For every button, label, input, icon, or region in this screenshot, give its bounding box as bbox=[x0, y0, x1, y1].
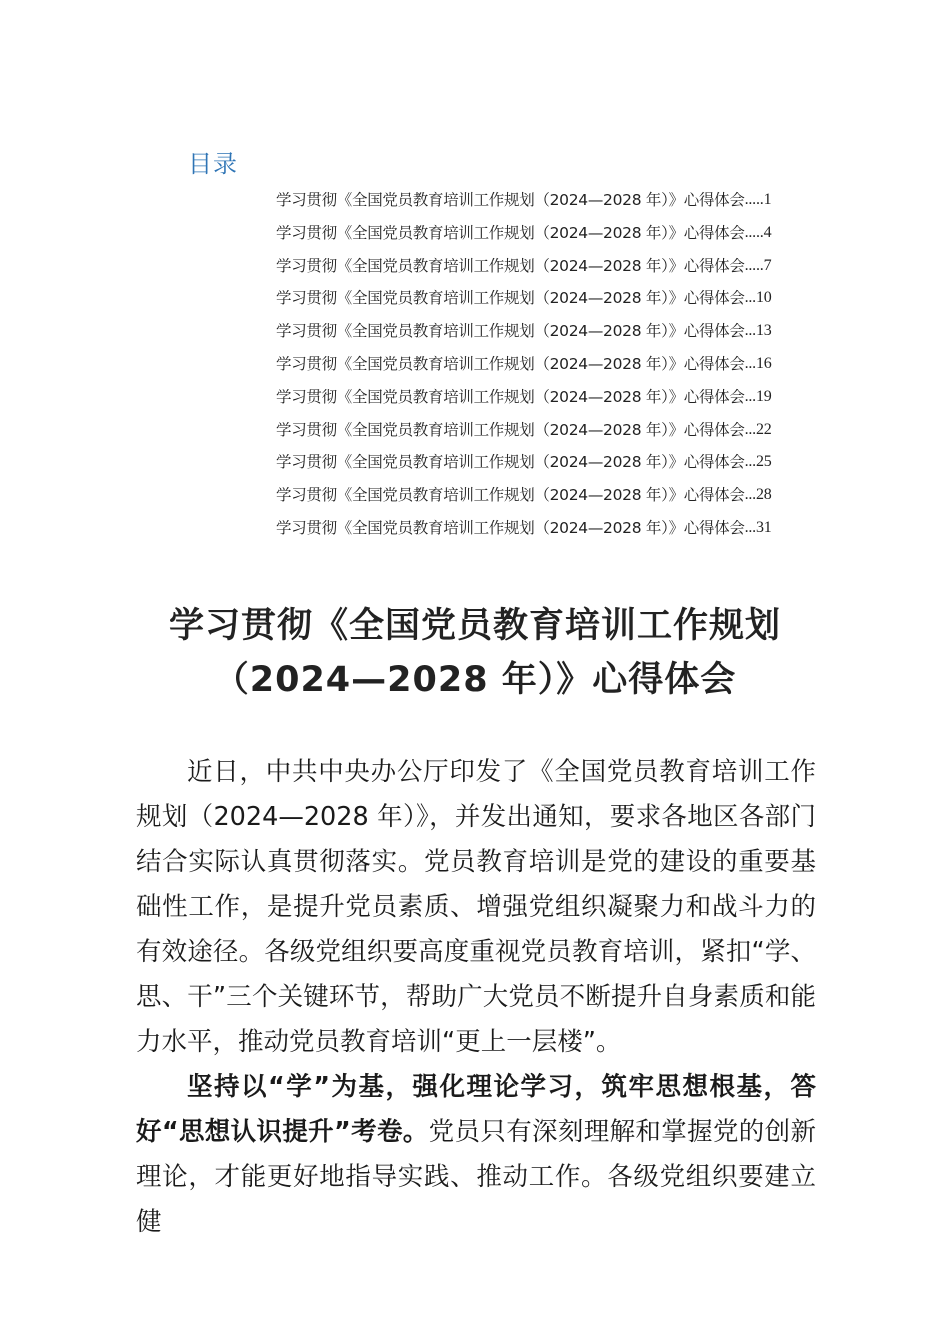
toc-entry-title: 学习贯彻《全国党员教育培训工作规划（2024—2028 年）》心得体会 bbox=[276, 256, 745, 275]
toc-entry[interactable] bbox=[276, 351, 816, 384]
article-paragraph: 近日，中共中央办公厅印发了《全国党员教育培训工作规划（2024—2028 年）》，并发出通知，要求各地区各部门结合实际认真贯彻落实。党员教育培训是党的建设的重要基础性工作，是提升党员素质、增强党组织凝聚力和战斗力的有效途径。各级党组织要高度重视党员教育培训，紧扣“学、思、干”三个关键环节，帮助广大党员不断提升自身素质和能力水平，推动党员教育培训“更上一层楼”。 bbox=[136, 757, 816, 1057]
toc-entry[interactable] bbox=[276, 482, 816, 515]
toc-entry-page-number: 31 bbox=[755, 518, 772, 536]
toc-entry[interactable] bbox=[276, 318, 816, 351]
toc-entry[interactable] bbox=[276, 515, 816, 548]
article-paragraph bbox=[136, 1065, 816, 1245]
toc-list bbox=[276, 187, 816, 548]
toc-entry-leader: ... bbox=[744, 354, 756, 372]
toc-entry-leader: ... bbox=[744, 486, 756, 504]
toc-entry-leader: ... bbox=[744, 420, 756, 438]
paragraph-lead-bold: 坚持以“学”为基，强化理论学习，筑牢思想根基，答好“思想认识提升”考卷。 bbox=[136, 1072, 816, 1147]
toc-entry[interactable] bbox=[276, 384, 816, 417]
toc-entry-title: 学习贯彻《全国党员教育培训工作规划（2024—2028 年）》心得体会 bbox=[276, 322, 745, 341]
toc-entry-page-number: 13 bbox=[755, 322, 772, 340]
toc-entry-leader: ... bbox=[744, 453, 756, 471]
toc-entry-leader: ..... bbox=[744, 223, 764, 241]
toc-entry[interactable] bbox=[276, 253, 816, 286]
toc-entry-title: 学习贯彻《全国党员教育培训工作规划（2024—2028 年）》心得体会 bbox=[276, 387, 745, 406]
toc-entry-leader: ..... bbox=[744, 256, 764, 274]
toc-entry-page-number: 4 bbox=[763, 223, 772, 241]
article-body bbox=[136, 750, 816, 1245]
toc-entry-page-number: 19 bbox=[755, 387, 772, 405]
toc-entry-title: 学习贯彻《全国党员教育培训工作规划（2024—2028 年）》心得体会 bbox=[276, 420, 745, 439]
article-title-line-1: 学习贯彻《全国党员教育培训工作规划 bbox=[168, 606, 781, 646]
toc-entry[interactable] bbox=[276, 220, 816, 253]
article-title-line-2: （2024—2028 年）》心得体会 bbox=[213, 660, 737, 700]
toc-entry-leader: ..... bbox=[744, 191, 764, 208]
toc-entry-page-number: 25 bbox=[755, 453, 772, 471]
toc-entry[interactable] bbox=[276, 417, 816, 450]
toc-entry-page-number: 1 bbox=[763, 191, 772, 208]
toc-entry-page-number: 22 bbox=[755, 420, 772, 438]
toc-entry[interactable] bbox=[276, 449, 816, 482]
toc-entry-leader: ... bbox=[744, 387, 756, 405]
paragraph-text: 党员只有深刻理解和掌握党的创新理论，才能更好地指导实践、推动工作。各级党组织要建立健 bbox=[136, 1117, 816, 1237]
toc-entry-title: 学习贯彻《全国党员教育培训工作规划（2024—2028 年）》心得体会 bbox=[276, 223, 745, 242]
toc-entry-leader: ... bbox=[744, 322, 756, 340]
toc-entry-title: 学习贯彻《全国党员教育培训工作规划（2024—2028 年）》心得体会 bbox=[276, 453, 745, 472]
toc-entry-page-number: 16 bbox=[755, 354, 772, 372]
toc-entry-page-number: 10 bbox=[755, 289, 772, 307]
toc-heading: 目录 bbox=[188, 150, 238, 178]
toc-entry-title: 学习贯彻《全国党员教育培训工作规划（2024—2028 年）》心得体会 bbox=[276, 486, 745, 505]
toc-entry[interactable] bbox=[276, 187, 816, 220]
toc-entry-page-number: 7 bbox=[763, 256, 772, 274]
toc-entry-title: 学习贯彻《全国党员教育培训工作规划（2024—2028 年）》心得体会 bbox=[276, 354, 745, 373]
toc-entry-page-number: 28 bbox=[755, 486, 772, 504]
toc-entry-title: 学习贯彻《全国党员教育培训工作规划（2024—2028 年）》心得体会 bbox=[276, 289, 745, 308]
toc-entry-leader: ... bbox=[744, 289, 756, 307]
toc-entry-leader: ... bbox=[744, 518, 756, 536]
toc-entry[interactable] bbox=[276, 285, 816, 318]
toc-entry-title: 学习贯彻《全国党员教育培训工作规划（2024—2028 年）》心得体会 bbox=[276, 518, 745, 537]
toc-entry-title: 学习贯彻《全国党员教育培训工作规划（2024—2028 年）》心得体会 bbox=[276, 191, 745, 209]
